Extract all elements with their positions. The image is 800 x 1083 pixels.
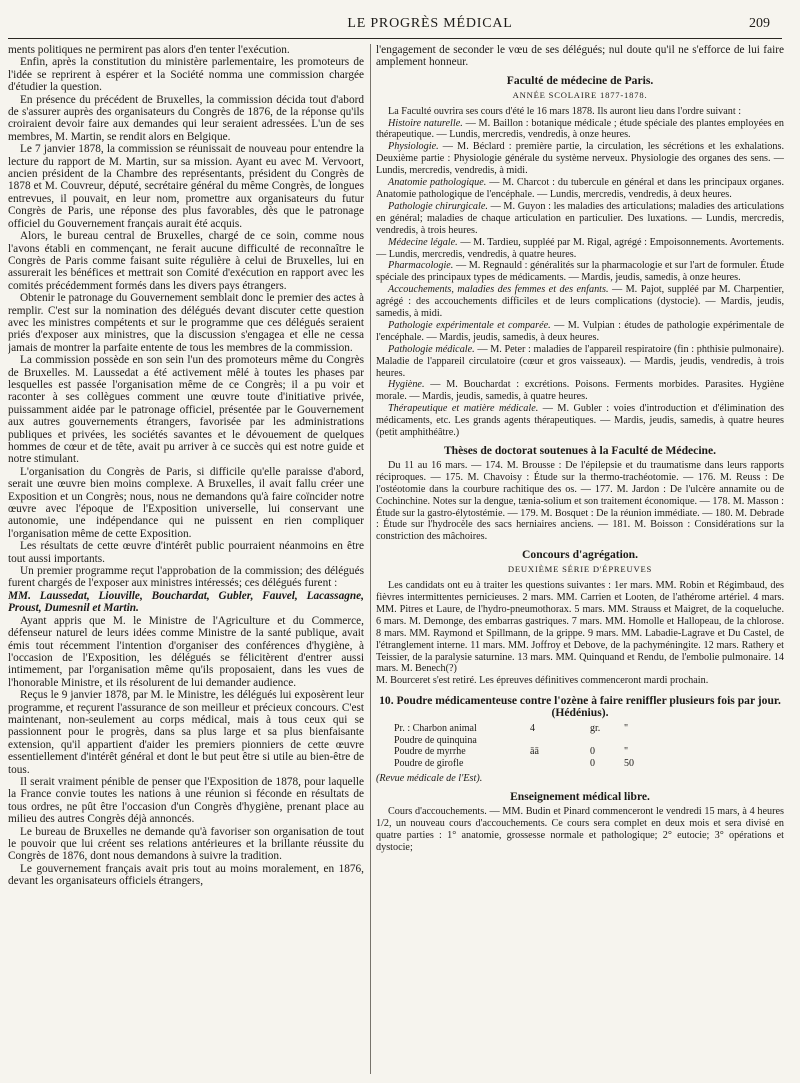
left-column — [8, 44, 364, 1080]
course-entry — [376, 403, 784, 439]
paragraph: Le bureau de Bruxelles ne demande qu'à favoriser son organisation de tout le pouvoir que lui créent ses relations antérieures et la brillante réussite du Congrès de 1876, dont nous demandons à suivre la tradition. — [8, 825, 364, 863]
paragraph: Les résultats de cette œuvre d'intérêt public pourraient néanmoins en être tout aussi importants. — [8, 540, 364, 565]
ingredient-extra — [624, 735, 658, 747]
paragraph: ments politiques ne permirent pas alors d'en tenter l'exécution. — [8, 44, 290, 56]
formula-row — [394, 746, 784, 758]
course-name: Pathologie expérimentale et comparée. — [388, 319, 551, 331]
course-description: — M. Bouchardat : excrétions. Poisons. Ferments morbides. Parasites. Hygiène morale. — Mardis, jeudis, samedis, à quatre heures. — [376, 379, 784, 403]
course-entry — [376, 237, 784, 261]
course-name: Physiologie. — [388, 141, 439, 153]
running-title: LE PROGRÈS MÉDICAL — [347, 16, 513, 31]
course-description: — M. Peter : maladies de l'appareil respiratoire (fin : phthisie pulmonaire). Maladie de l'appareil circulatoire (cœur et gros vaisseaux). — Mardis, jeudis, vendredis, à trois heures. — [376, 343, 784, 379]
enseignement-text: Cours d'accouchements. — MM. Budin et Pinard commenceront le vendredi 15 mars, à 4 heures 1/2, un nouveau cours d'accouchements. Ce cours sera complet en deux mois et sera divisé en quatre parties : 1° anatomie, grossesse normale et pathologique; 2° eutocie; 3° opérations et dystocie; — [376, 806, 784, 853]
course-name: Pathologie médicale. — [388, 343, 475, 355]
ingredient-extra: " — [624, 746, 629, 758]
formula-row — [394, 723, 784, 735]
paragraph: Reçus le 9 janvier 1878, par M. le Ministre, les délégués lui exposèrent leur programme, et reçurent l'assurance de son meilleur et précieux concours. C'est maintenant, non-seulement au corps médical, mais à tous ceux qui se passionnent pour le progrès, dans sa plus large et sa plus bienfaisante extension, qu'il appartient d'aider les premiers pionniers de cette œuvre essentiellement d'intérêt général et dont le but peut être si utile au bien-être de tous. — [8, 689, 364, 776]
right-column — [376, 44, 784, 1080]
enseignement-section-title: Enseignement médical libre. — [510, 790, 650, 804]
ingredient-quantity: āā — [530, 746, 539, 758]
theses-section-title: Thèses de doctorat soutenues à la Faculté de Médecine. — [443, 444, 717, 457]
paragraph: Enfin, après la constitution du ministère parlementaire, les promoteurs de l'idée se reprirent à espérer et la Société nomma une commission chargée d'étudier la question. — [8, 56, 364, 94]
paragraph: Un premier programme reçut l'approbation de la commission; des délégués furent chargés de l'exposer aux ministres intéressés; ces délégués furent : — [8, 565, 364, 590]
formula-source: (Revue médicale de l'Est). — [376, 773, 483, 785]
column-divider — [370, 44, 371, 1074]
course-name: Histoire naturelle. — [388, 117, 463, 129]
ingredient-quantity — [530, 735, 590, 747]
course-name: Hygiène. — [388, 379, 425, 391]
course-entry — [376, 320, 784, 344]
ingredient-name: Poudre de quinquina — [394, 734, 477, 746]
faculty-intro: La Faculté ouvrira ses cours d'été le 16 mars 1878. Ils auront lieu dans l'ordre suivant : — [388, 105, 742, 117]
paragraph: Il serait vraiment pénible de penser que l'Exposition de 1878, pour laquelle la France convie toutes les nations à une réunion si féconde en résultats de tous ordres, ne pût être l'occasion d'un Congrès d'hygiène, prenant place au milieu des autres Congrès déjà annoncés. — [8, 775, 364, 826]
formula-row — [394, 735, 784, 747]
agregation-section-title: Concours d'agrégation. — [522, 548, 638, 562]
course-description: — M. Béclard : première partie, la circulation, les sécrétions et les exhalations. Deuxième partie : Physiologie générale du système nerveux. Physiologie des organes des sens. — Lundis, mercredis, vendredis, à midi. — [376, 141, 784, 177]
faculty-section-subtitle: ANNÉE SCOLAIRE 1877-1878. — [512, 89, 648, 100]
continuation-paragraph: l'engagement de seconder le vœu de ses délégués; nul doute qu'il ne s'efforce de lui faire amplement honneur. — [376, 44, 784, 69]
ingredient-name: Pr. : Charbon animal — [394, 723, 477, 735]
course-description: — M. Tardieu, suppléé par M. Rigal, agrégé : Empoisonnements. Avortements. — Lundis, mercredis, vendredis, à quatre heures. — [376, 236, 784, 260]
course-description: — M. Charcot : du tubercule en général et dans les principaux organes. Anatomie pathologique de l'encéphale. — Lundis, mercredis, vendredis, à deux heures. — [376, 177, 784, 200]
course-entry — [376, 177, 784, 201]
paragraph: La commission possède en son sein l'un des promoteurs même du Congrès de Bruxelles. M. Laussedat a été activement mêlé à toutes les phases par lesquelles est passée l'organisation même de ce Congrès; il a pu voir et raconter à ses collègues comment une œuvre toute d'initiative privée, puissamment aidée par le patronage officiel, présentée par le Gouvernement aux autres gouvernements étrangers, favorisée par les administrations publiques et privées, les sociétés savantes et le dévouement de quelques hommes de cœur et de tête, avait pu arriver à ce succès qui est notre guide et notre stimulant. — [8, 354, 364, 466]
paragraph: Le 7 janvier 1878, la commission se réunissait de nouveau pour entendre la lecture du rapport de M. Martin, sur sa mission. Ayant eu avec M. Vervoort, ancien président de la Chambre des représentants, président du Congrès de 1878 et M. Couvreur, député, secrétaire général du même Congrès, de longues entrevues, il pouvait, en leur nom, promettre aux organisateurs du futur Congrès de Paris, une réponse des plus favorables, dès que le patronage officiel du Gouvernement français aurait été acquis. — [8, 143, 364, 230]
faculty-section-title: Faculté de médecine de Paris. — [506, 73, 654, 87]
ingredient-unit: gr. — [590, 723, 601, 735]
paragraph: L'organisation du Congrès de Paris, si difficile qu'elle paraisse d'abord, serait une œuvre bien moins complexe. A Bruxelles, il avait fallu créer une Exposition et un Congrès; nous, nous ne demandons qu'à faire coïncider notre œuvre avec l'époque de l'Exposition universelle, lui conservant une autonomie, une indépendance qui ne puissent en rien compliquer l'organisation même de cette Exposition. — [8, 465, 364, 540]
formula-table — [394, 723, 784, 769]
ingredient-extra: 50 — [624, 757, 634, 769]
course-description: — M. Regnauld : généralités sur la pharmacologie et sur l'art de formuler. Étude spéciale des principaux types de médicaments. — Mardis, jeudis, samedis, à onze heures. — [376, 260, 784, 284]
course-entry — [376, 260, 784, 284]
header-rule — [8, 38, 782, 39]
course-description: — M. Guyon : les maladies des articulations; maladies des articulations en général; maladies de chaque articulation en particulier. Des luxations. — Lundis, mercredis, vendredis, à trois heures. — [376, 200, 784, 236]
agregation-section-subtitle: DEUXIÈME SÉRIE D'ÉPREUVES — [507, 564, 653, 575]
course-name: Médecine légale. — [388, 236, 458, 248]
theses-text: Du 11 au 16 mars. — 174. M. Brousse : De l'épilepsie et du traumatisme dans leurs rapports réciproques. — 175. M. Chavoisy : Étude sur la thermo-trachéotomie. — 176. M. Reuss : De l'ostéotomie dans la courbure rachitique des os. — 177. M. Jardon : De l'ulcère annamite ou de Cochinchine. Notes sur la dengue, tænia-solium et son traitement économique. — 178. M. Masson : Étude sur la gastro-élytostémie. — 179. M. Bosquet : De la réunion immédiate. — 180. M. Debrade : Étude sur l'hydrocèle des sacs herniaires anciens. — 181. M. Boisson : Considérations sur la constriction des mâchoires. — [376, 459, 784, 543]
course-description: — M. Vulpian : études de pathologie expérimentale de l'encéphale. — Mardis, jeudis, samedis, à deux heures. — [376, 319, 784, 343]
agregation-text: Les candidats ont eu à traiter les questions suivantes : 1er mars. MM. Robin et Régimbaud, des fièvres intermittentes pernicieuses. 2 mars. MM. Carrien et Looten, de l'athérome artériel. 4 mars. MM. Pitres et Laure, de l'hydro-pneumothorax. 5 mars. MM. Strauss et Maigret, de la coqueluche. 6 mars. M. Demonge, des embarras gastriques. 7 mars. MM. Homolle et Hallopeau, de la chlorose. 8 mars. MM. Raymond et Spillmann, de la grippe. 9 mars. MM. Labadie-Lagrave et Du Castel, de l'étranglement interne. 11 mars. MM. Joffroy et Debove, de la pachyméningite. 12 mars. Rathery et Teissier, de la paralysie saturnine. 13 mars. MM. Quinquand et Rendu, de l'embolie pulmonaire. 14 mars. M. Benech(?) — [376, 580, 784, 675]
course-name: Thérapeutique et matière médicale. — [388, 403, 539, 415]
course-entry — [376, 118, 784, 142]
ingredient-unit: 0 — [590, 746, 595, 758]
course-entry — [376, 141, 784, 177]
ingredient-unit: 0 — [590, 757, 595, 769]
ingredient-extra: " — [624, 723, 629, 735]
ingredient-quantity: 4 — [530, 723, 535, 735]
course-name: Anatomie pathologique. — [388, 177, 487, 189]
course-description: — M. Gubler : voies d'introduction et d'élimination des médicaments, etc. Les grands agents thérapeutiques. — Mardis, jeudis, samedis, à quatre heures (petit amphithéâtre.) — [376, 403, 784, 439]
course-entry — [376, 201, 784, 237]
course-name: Pharmacologie. — [388, 260, 454, 272]
ingredient-name: Poudre de girofle — [394, 757, 464, 769]
course-entry — [376, 284, 784, 320]
course-name: Pathologie chirurgicale. — [388, 200, 488, 212]
formula-row — [394, 758, 784, 770]
formula-title: 10. Poudre médicamenteuse contre l'ozène à faire reniffler plusieurs fois par jour. (Hédénius). — [379, 694, 781, 720]
agregation-text-2: M. Bourceret s'est retiré. Les épreuves définitives commenceront mardi prochain. — [376, 675, 709, 687]
page-header — [0, 0, 800, 40]
course-entry — [376, 379, 784, 403]
delegates-list: MM. Laussedat, Liouville, Bouchardat, Gubler, Fauvel, Lacassagne, Proust, Dumesnil et Martin. — [8, 589, 364, 615]
course-name: Accouchements, maladies des femmes et des enfants. — [388, 284, 609, 296]
paragraph: Ayant appris que M. le Ministre de l'Agriculture et du Commerce, défenseur naturel de leurs idées comme Ministre de la santé publique, avait émis tout récemment l'intention d'organiser des conférences d'hygiène, à l'occasion de l'Exposition, les délégués se félicitèrent d'entrer aussi intimement, par l'organisation même qu'ils proposaient, dans les vues de l'honorable Ministre, et ils résolurent de lui demander audience. — [8, 614, 364, 689]
ingredient-unit — [590, 735, 624, 747]
paragraph: En présence du précédent de Bruxelles, la commission décida tout d'abord de s'assurer auprès des organisateurs du Congrès de 1876, de la réponse qu'ils croiraient devoir faire aux demandes qui leur seraient adressées. L'un de ses membres, M. Martin, se rendit alors en Belgique. — [8, 93, 364, 143]
course-description: — M. Baillon : botanique médicale ; étude spéciale des plantes employées en thérapeutique. — Lundis, mercredis, vendredis, à onze heures. — [376, 117, 784, 141]
ingredient-name: Poudre de myrrhe — [394, 746, 466, 758]
paragraph: Le gouvernement français avait pris tout au moins moralement, en 1876, devant les organisateurs officiels étrangers, — [8, 862, 364, 888]
paragraph: Obtenir le patronage du Gouvernement semblait donc le premier des actes à remplir. C'est sur la nomination des délégués devant discuter cette question avec les ministres compétents et sur le programme que ces délégués seraient priés d'exposer aux ministres, que la discussion s'engagea et elle ne cessa jamais de montrer la parfaite entente de tous les membres de la commission. — [8, 292, 364, 354]
ingredient-quantity — [530, 758, 590, 770]
course-list — [376, 118, 784, 439]
page-number: 209 — [749, 16, 770, 31]
paragraph: Alors, le bureau central de Bruxelles, chargé de ce soin, comme nous l'avons établi en commençant, ne ferait aucune difficulté de reconnaître le Congrès de Paris comme faisant suite régulière à celui de Bruxelles, lui en assurerait les bénéfices et mettrait son Comité d'exécution en rapport avec les comités précédemment formés dans les divers pays étrangers. — [8, 230, 364, 292]
course-entry — [376, 344, 784, 380]
course-description: — M. Pajot, suppléé par M. Charpentier, agrégé : des accouchements difficiles et de leurs complications (dystocie). — Mardis, jeudis, samedis, à midi. — [376, 284, 784, 320]
